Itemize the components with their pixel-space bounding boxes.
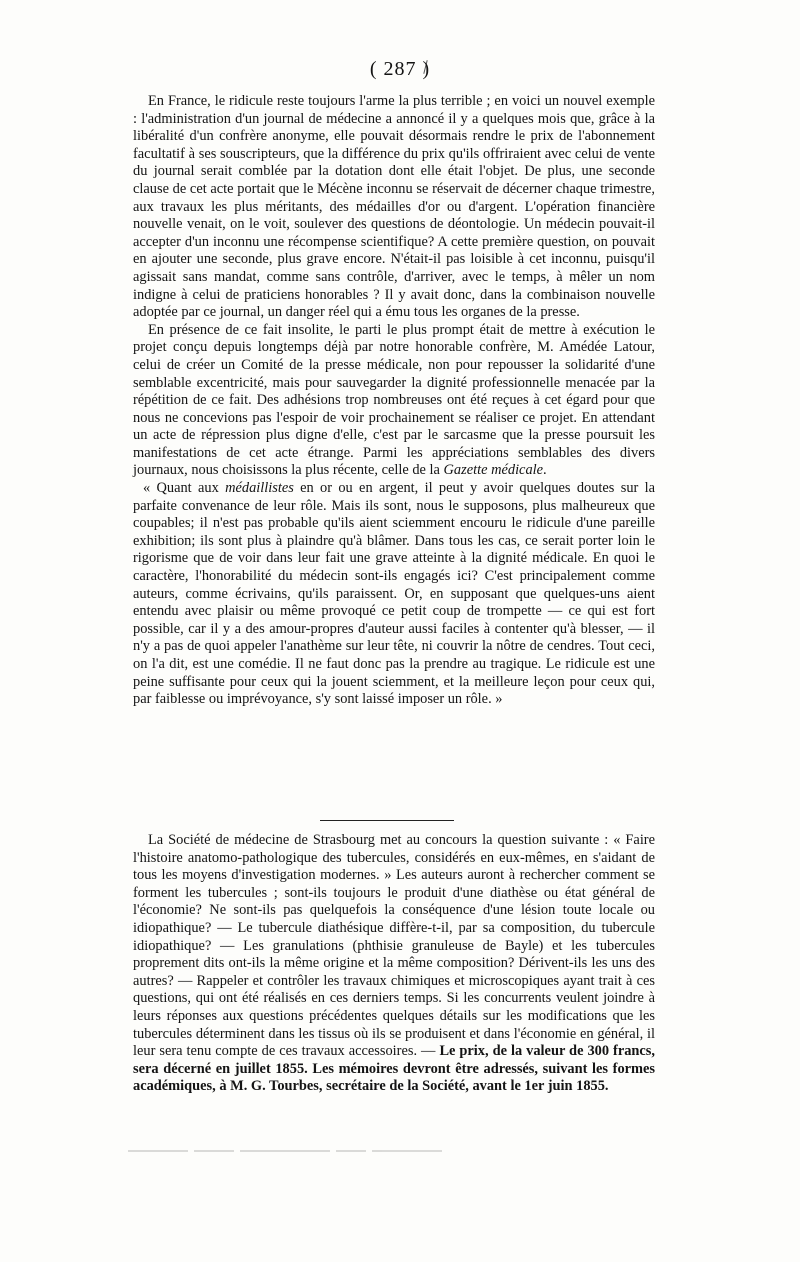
paragraph-end: . [543,462,547,479]
journal-title: Gazette médicale [443,462,544,479]
page-number: ( 287 ) [369,58,431,80]
paragraph-text: En présence de ce fait insolite, le parti le plus prompt était de mettre à exécution le projet conçu depuis longtemps déjà par notre honorable confrère, M. Amédée Latour, celui de créer un Comité de la presse médicale, non pour repousser la solidarité d'une semblable excentricité, mais pour sauvegarder la dignité professionnelle menacée par la répétition de ce fait. Des adhésions trop nombreuses ont été reçues à cet égard pour que nous ne concevions pas l'espoir de voir prochainement se réaliser ce projet. En attendant un acte de répression plus digne d'elle, c'est par le sarcasme que la presse poursuit les manifestations de cet acte étrange. Parmi les appréciations semblables des divers journaux, nous choisissons la plus récente, celle de la [133,321,655,479]
section-separator [320,820,454,821]
quote-open: « Quant aux [143,480,226,497]
paragraph-text: La Société de médecine de Strasbourg met au concours la question suivante : « Faire l'histoire anatomo-pathologique des tubercules, considérés en eux-mêmes, en s'aidant de tous les moyens d'investigation modernes. » Les auteurs auront à rechercher comment se forment les tubercules ; sont-ils toujours le produit d'une diathèse ou état général de l'économie? Ne sont-ils pas quelquefois la conséquence d'une lésion toute locale ou idiopathique? — Le tubercule diathésique diffère-t-il, par sa composition, du tubercule idiopathique? — Les granulations (phthisie granuleuse de Bayle) et les tubercules proprement dits ont-ils la même origine et la même composition? Dérivent-ils les uns des autres? — Rappeler et contrôler les travaux chimiques et microscopiques ayant trait à ces questions, qui ont été réalisés en ces derniers temps. Si les concurrents veulent joindre à leurs réponses aux questions précédentes quelques détails sur les modifications que les tubercules déterminent dans les tissus où ils se produisent et dans l'économie en général, il leur sera tenu compte de ces travaux accessoires. — [133,832,655,1060]
quote-text: en or ou en argent, il peut y avoir quelques doutes sur la parfaite convenance de leur rôle. Mais ils sont, nous le supposons, plus malheureux que coupables; il n'est pas probable qu'ils aient sciemment encouru le ridicule d'une pareille exhibition; ils sont plus à plaindre qu'à blâmer. Dans tous les cas, ce serait porter loin le rigorisme que de voir dans leur fait une grave atteinte à la dignité médicale. En quoi le caractère, l'honorabilité du médecin sont-ils engagés ici? C'est principalement comme auteurs, comme écrivains, qu'ils paraissent. Or, en supposant que quelques-uns aient entendu avec plaisir ou même provoqué ce petit coup de trompette — ce qui est fort possible, car il y a des amour-propres d'auteur aussi faciles à contenter qu'à blesser, — il n'y a pas de quoi appeler l'anathème sur leur tête, ni couvrir la nôtre de cendres. Tout ceci, on l'a dit, est une comédie. Il ne faut donc pas la prendre au tragique. Le ridicule est une peine suffisante pour ceux qui la jouent sciemment, et la meilleure leçon pour ceux qui, par faiblesse ou imprévoyance, s'y sont laissé imposer un rôle. » [133,480,656,708]
quote-term: médaillistes [225,480,294,497]
paragraph [133,322,655,480]
quotation [133,480,655,709]
paragraph [133,832,655,1096]
prize-details: Le prix, de la valeur de 300 francs, sera décerné en juillet 1855. Les mémoires devront être adressés, suivant les formes académiques, à M. G. Tourbes, secrétaire de la Société, avant le 1er juin 1855. [133,1043,655,1095]
article-strasbourg-prize [133,832,655,1096]
paragraph: En France, le ridicule reste toujours l'arme la plus terrible ; en voici un nouvel exemple : l'administration d'un journal de médecine a annoncé il y a quelques mois que, grâce à la libéralité d'un confrère anonyme, elle pouvait désormais rendre le prix de l'abonnement facultatif à ses souscripteurs, que la différence du prix qu'ils offriraient avec celui de vente du journal serait comblée par la dotation dont elle était l'objet. De plus, une seconde clause de cet acte portait que le Mécène inconnu se réservait de décerner chaque trimestre, aux travaux les plus méritants, des médailles d'or ou d'argent. L'opération financière nouvelle venait, on le voit, soulever des questions de déontologie. Un médecin pouvait-il accepter d'un inconnu une récompense scientifique? A cette première question, on pouvait en ajouter une seconde, plus grave encore. N'était-il pas loisible à cet inconnu, puisqu'il agissait sans mandat, comme sans contrôle, d'arriver, avec le temps, à mêler un nom indigne à celui de praticiens honorables ? Il y avait donc, dans la combinaison nouvelle adoptée par ce journal, un danger réel qui a ému tous les organes de la presse. [133,93,655,321]
bleed-through-text [128,1142,518,1170]
article-press-committee [133,93,655,709]
